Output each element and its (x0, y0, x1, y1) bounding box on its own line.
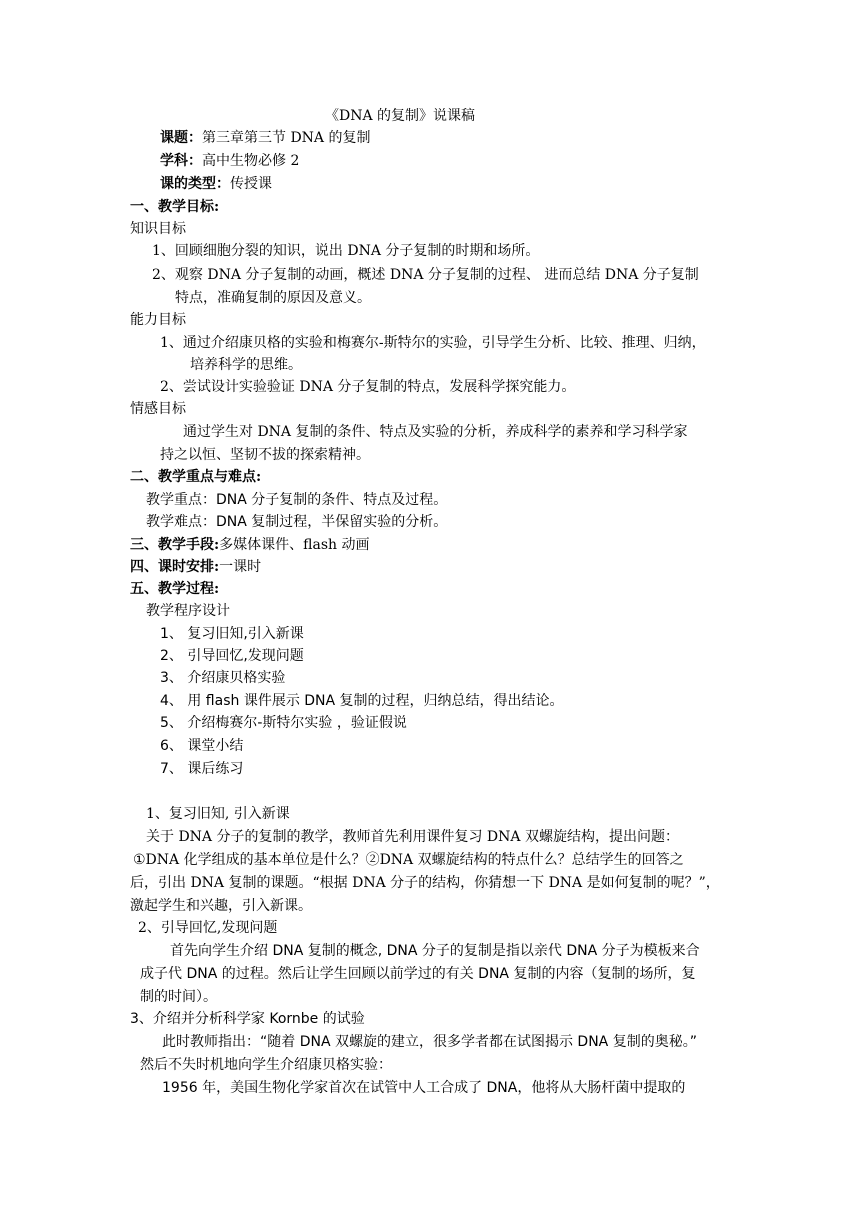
knowledge-item-2: 2、观察 DNA 分子复制的动画，概述 DNA 分子复制的过程、 进而总结 DNA 分子复制 (152, 267, 699, 283)
key-point: 教学重点：DNA 分子复制的条件、特点及过程。 (146, 492, 448, 508)
meta-type (160, 173, 272, 195)
part1-line-1: 关于 DNA 分子的复制的教学，教师首先利用课件复习 DNA 双螺旋结构，提出问题： (146, 829, 679, 845)
part1-heading: 1、复习旧知, 引入新课 (146, 806, 290, 822)
knowledge-item-1: 1、回顾细胞分裂的知识，说出 DNA 分子复制的时期和场所。 (152, 243, 540, 259)
step-item: 5、 介绍梅赛尔-斯特尔实验 ，验证假说 (160, 715, 407, 731)
teaching-means-value: 多媒体课件、flash 动画 (219, 537, 370, 553)
meta-type-label: 课的类型： (160, 176, 230, 192)
step-item: 3、 介绍康贝格实验 (160, 670, 286, 686)
knowledge-title: 知识目标 (130, 221, 186, 237)
part1-line-2: ①DNA 化学组成的基本单位是什么？②DNA 双螺旋结构的特点什么？总结学生的回答之 (133, 852, 684, 868)
section-heading-keypoints: 二、教学重点与难点: (130, 469, 262, 485)
meta-subject-value: 高中生物必修 2 (202, 153, 300, 169)
step-item: 1、 复习旧知,引入新课 (160, 626, 304, 642)
part2-heading: 2、引导回忆,发现问题 (138, 920, 278, 936)
part2-line-3: 制的时间）。 (140, 989, 217, 1005)
ability-item-1: 1、通过介绍康贝格的实验和梅赛尔-斯特尔的实验，引导学生分析、比较、推理、归纳， (160, 335, 706, 351)
document-title: 《DNA 的复制》说课稿 (325, 108, 476, 124)
emotion-item-cont: 持之以恒、坚韧不拔的探索精神。 (160, 447, 370, 463)
meta-topic (160, 127, 371, 149)
ability-item-2: 2、尝试设计实验验证 DNA 分子复制的特点，发展科学探究能力。 (160, 379, 576, 395)
emotion-item: 通过学生对 DNA 复制的条件、特点及实验的分析，养成科学的素养和学习科学家 (183, 424, 688, 440)
step-item: 2、 引导回忆,发现问题 (160, 648, 304, 664)
section-class-hours (130, 556, 261, 578)
section-heading-means: 三、教学手段: (130, 537, 220, 553)
ability-title: 能力目标 (130, 312, 186, 328)
part1-line-4: 激起学生和兴趣，引入新课。 (130, 898, 312, 914)
step-item: 4、 用 flash 课件展示 DNA 复制的过程，归纳总结，得出结论。 (160, 693, 564, 709)
part2-line-1: 首先向学生介绍 DNA 复制的概念, DNA 分子的复制是指以亲代 DNA 分子为模板来合 (170, 943, 700, 959)
part2-line-2: 成子代 DNA 的过程。然后让学生回顾以前学过的有关 DNA 复制的内容（复制的场所，复 (140, 966, 696, 982)
section-heading-process: 五、教学过程: (130, 581, 220, 597)
part1-line-3: 后，引出 DNA 复制的课题。“根据 DNA 分子的结构，你猜想一下 DNA 是如何复制的呢？”， (130, 875, 720, 891)
design-title: 教学程序设计 (146, 603, 230, 619)
section-teaching-means (130, 534, 370, 556)
section-heading-hours: 四、课时安排: (130, 559, 220, 575)
meta-subject (160, 150, 299, 172)
step-item: 7、 课后练习 (160, 761, 244, 777)
ability-item-1-cont: 培养科学的思维。 (190, 357, 302, 373)
section-heading-objectives: 一、教学目标: (130, 199, 220, 215)
meta-topic-value: 第三章第三节 DNA 的复制 (202, 130, 371, 146)
step-item: 6、 课堂小结 (160, 738, 244, 754)
knowledge-item-2-cont: 特点，准确复制的原因及意义。 (175, 290, 371, 306)
part3-heading: 3、介绍并分析科学家 Kornbe 的试验 (130, 1011, 365, 1027)
part3-line-2: 然后不失时机地向学生介绍康贝格实验： (140, 1057, 392, 1073)
part3-line-1: 此时教师指出：“随着 DNA 双螺旋的建立，很多学者都在试图揭示 DNA 复制的奥秘。” (162, 1034, 697, 1050)
class-hours-value: 一课时 (219, 559, 262, 575)
difficult-point: 教学难点：DNA 复制过程，半保留实验的分析。 (146, 514, 448, 530)
meta-type-value: 传授课 (230, 176, 272, 192)
emotion-title: 情感目标 (130, 401, 186, 417)
meta-subject-label: 学科： (160, 153, 202, 169)
meta-topic-label: 课题： (160, 130, 202, 146)
part3-line-3: 1956 年，美国生物化学家首次在试管中人工合成了 DNA，他将从大肠杆菌中提取的 (162, 1080, 686, 1096)
